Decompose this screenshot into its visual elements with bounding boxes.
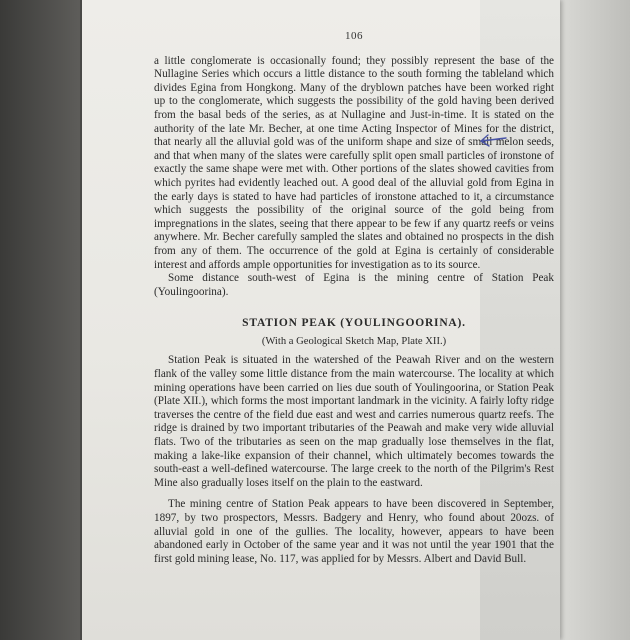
page-number: 106 <box>345 30 363 42</box>
section-title: STATION PEAK (YOULINGOORINA). <box>242 317 466 330</box>
paragraph-egina-gold: a little conglomerate is occasionally found; they possibly represent the base of the Nullagine Series which occurs a little distance to the south forming the tableland which divides Egina from Hongkong. Many of the dryblown patches have been worked right up to the conglomerate, which suggests the possibility of the gold having been derived from the basal beds of the series, as at Nullagine and Just-in-time. It is stated on the authority of the late Mr. Becher, at one time Acting Inspector of Mines for the district, that nearly all the alluvial gold was of the uniform shape and size of small melon seeds, and that when many of the slates were carefully split open small particles of ironstone of exactly the same shape were met with. Other portions of the slates showed cavities from which pyrites had evidently leached out. A good deal of the alluvial gold from Egina in the early days is stated to have had particles of ironstone attached to it, a circumstance which suggests the possibility of the original source of the gold being from impregnations in the slates, seeing that there appear to be few if any quartz reefs or veins anywhere. Mr. Becher carefully sampled the slates and obtained no prospects in the dish from any of them. The occurrence of the gold at Egina is certainly of considerable interest and affords ample opportunities for investigation as to its source. <box>154 54 554 271</box>
book-page <box>82 0 560 640</box>
background-right <box>560 0 630 640</box>
page-content <box>154 30 554 566</box>
paragraph-station-peak-history: The mining centre of Station Peak appears to have been discovered in September, 1897, by two prospectors, Messrs. Badgery and Henry, who found about 20ozs. of alluvial gold in one of the gullies. The locality, however, appears to have been abandoned early in October of the same year and it was not until the year 1901 that the first gold mining lease, No. 117, was applied for by Messrs. Albert and David Bull. <box>154 498 554 565</box>
paragraph-gap <box>154 490 554 498</box>
paragraph-station-peak-intro: Some distance south-west of Egina is the mining centre of Station Peak (Youlingoorina). <box>154 272 554 298</box>
handwritten-arrow-icon <box>478 130 508 150</box>
section-subtitle: (With a Geological Sketch Map, Plate XII.) <box>261 335 447 347</box>
paragraph-station-peak-location: Station Peak is situated in the watershed of the Peawah River and on the western flank of the valley some little distance from the main watercourse. The locality at which mining operations have been carried on lies due south of Youlingoorina, or Station Peak (Plate XII.), which forms the most important landmark in the vicinity. A fairly lofty ridge traverses the centre of the field due east and west and carries numerous quartz reefs. The ridge is drained by two important tributaries of the Peawah and make very wide alluvial flats. Two of the tributaries as seen on the map gradually lose themselves in the flat, making a lake-like expansion of their channel, which ultimately becomes towards the south-east a well-defined watercourse. The large creek to the north of the Pilgrim's Rest Mine also gradually loses itself on the plain to the eastward. <box>154 354 554 489</box>
background-left <box>0 0 80 640</box>
